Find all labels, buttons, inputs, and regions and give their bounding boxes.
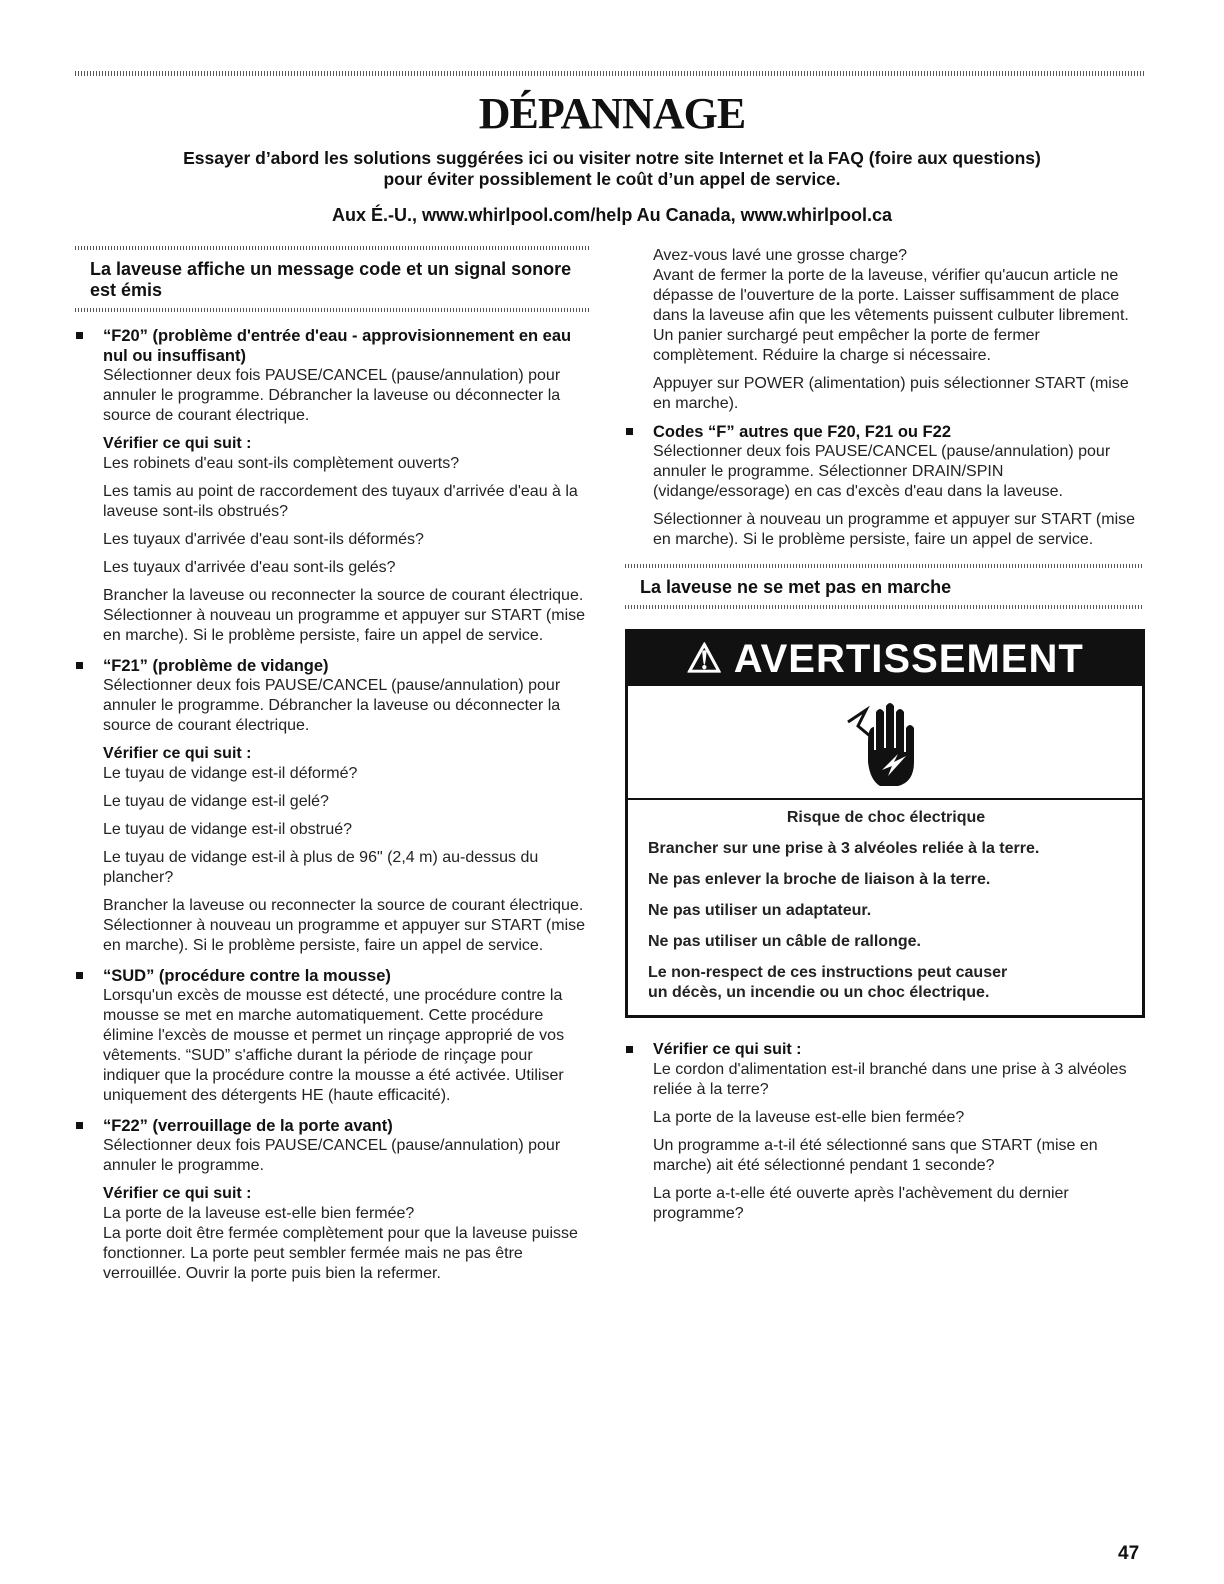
- intro-text: [100, 148, 1124, 190]
- item-title: “F22” (verrouillage de la porte avant): [103, 1117, 393, 1135]
- check-question: Les robinets d'eau sont-ils complètement ouverts?: [103, 455, 460, 472]
- warning-consequence: [648, 963, 1124, 1003]
- overload-block: [625, 246, 1143, 414]
- bullet-icon: [626, 1046, 633, 1053]
- warning-header: [628, 632, 1142, 686]
- check-question: La porte doit être fermée complètement pour que la laveuse puisse fonctionner. La porte peut sembler fermée mais ne pas être verrouillée. Ouvrir la porte puis bien la refermer.: [103, 1225, 578, 1282]
- item-verify: [625, 1040, 1143, 1224]
- item-text: Sélectionner deux fois PAUSE/CANCEL (pause/annulation) pour annuler le programme. Sélectionner DRAIN/SPIN (vidange/essorage) en cas d'excès d'eau dans la laveuse.: [653, 443, 1111, 500]
- item-title: Codes “F” autres que F20, F21 ou F22: [653, 423, 951, 441]
- bullet-icon: [76, 332, 83, 339]
- support-urls: Aux É.-U., www.whirlpool.com/help Au Canada, www.whirlpool.ca: [331, 205, 893, 225]
- right-column: [625, 246, 1143, 1232]
- item-title: “F20” (problème d'entrée d'eau - approvisionnement en eau nul ou insuffisant): [103, 327, 572, 365]
- item-f22: [75, 1116, 590, 1284]
- item-text: Sélectionner deux fois PAUSE/CANCEL (pause/annulation) pour annuler le programme. Débrancher la laveuse ou déconnecter la source de courant électrique.: [103, 367, 561, 424]
- item-title: “F21” (problème de vidange): [103, 657, 329, 675]
- power-text: Appuyer sur POWER (alimentation) puis sélectionner START (mise en marche).: [653, 375, 1129, 412]
- bullet-icon: [76, 1122, 83, 1129]
- section-heading-no-start: La laveuse ne se met pas en marche: [625, 564, 1143, 609]
- check-label: Vérifier ce qui suit :: [103, 435, 252, 452]
- warning-risk: Risque de choc électrique: [786, 809, 986, 826]
- check-label: Vérifier ce qui suit :: [103, 745, 252, 762]
- load-question: Avez-vous lavé une grosse charge?: [653, 247, 908, 264]
- item-text: Sélectionner deux fois PAUSE/CANCEL (pause/annulation) pour annuler le programme.: [103, 1137, 561, 1174]
- intro-line-1: Essayer d’abord les solutions suggérées ici ou visiter notre site Internet et la FAQ (foire aux questions): [183, 148, 1041, 168]
- item-title: “SUD” (procédure contre la mousse): [103, 967, 391, 985]
- page-title: DÉPANNAGE: [478, 89, 746, 138]
- item-text: Lorsqu'un excès de mousse est détecté, une procédure contre la mousse se met en marche automatiquement. Cette procédure élimine l'excès de mousse et permet un rinçage approprié de vos vêtements. “SUD” s'affiche durant la période de rinçage pour indiquer que la procédure contre la mousse a été activée. Utiliser uniquement des détergents HE (haute efficacité).: [103, 987, 565, 1104]
- item-other-codes: [625, 422, 1143, 550]
- bullet-icon: [626, 428, 633, 435]
- warning-line: Brancher sur une prise à 3 alvéoles reliée à la terre.: [648, 840, 1040, 857]
- item-action: Brancher la laveuse ou reconnecter la source de courant électrique. Sélectionner à nouveau un programme et appuyer sur START (mise en marche). Si le problème persiste, faire un appel de service.: [103, 897, 586, 954]
- warning-line: Ne pas utiliser un câble de rallonge.: [648, 933, 921, 950]
- check-question: Les tamis au point de raccordement des tuyaux d'arrivée d'eau à la laveuse sont-ils obstrués?: [103, 483, 578, 520]
- check-question: Les tuyaux d'arrivée d'eau sont-ils gelés?: [103, 559, 396, 576]
- check-question: Le tuyau de vidange est-il obstrué?: [103, 821, 353, 838]
- check-question: La porte a-t-elle été ouverte après l'achèvement du dernier programme?: [653, 1185, 1069, 1222]
- warning-consequence-line-1: Le non-respect de ces instructions peut causer: [648, 964, 1008, 981]
- left-column: [75, 246, 590, 1292]
- warning-line: Ne pas enlever la broche de liaison à la terre.: [648, 871, 991, 888]
- page-number: 47: [1118, 1543, 1140, 1564]
- bullet-icon: [76, 662, 83, 669]
- warning-consequence-line-2: un décès, un incendie ou un choc électrique.: [648, 984, 990, 1001]
- check-question: Les tuyaux d'arrivée d'eau sont-ils déformés?: [103, 531, 424, 548]
- warning-box: [625, 629, 1145, 1018]
- section-heading-error-codes: La laveuse affiche un message code et un signal sonore est émis: [75, 246, 590, 312]
- warning-body: [628, 800, 1142, 1015]
- check-label: Vérifier ce qui suit :: [653, 1041, 802, 1058]
- check-question: Le tuyau de vidange est-il déformé?: [103, 765, 358, 782]
- check-question: Le tuyau de vidange est-il gelé?: [103, 793, 329, 810]
- item-action: Brancher la laveuse ou reconnecter la source de courant électrique. Sélectionner à nouveau un programme et appuyer sur START (mise en marche). Si le problème persiste, faire un appel de service.: [103, 587, 586, 644]
- load-text: Avant de fermer la porte de la laveuse, vérifier qu'aucun article ne dépasse de l'ouverture de la porte. Laisser suffisamment de place dans la laveuse afin que les vêtements puissent culbuter librement. Un panier surchargé peut empêcher la porte de fermer complètement. Réduire la charge si nécessaire.: [653, 267, 1129, 364]
- item-f21: [75, 656, 590, 956]
- item-text: Sélectionner deux fois PAUSE/CANCEL (pause/annulation) pour annuler le programme. Débrancher la laveuse ou déconnecter la source de courant électrique.: [103, 677, 561, 734]
- warning-line: Ne pas utiliser un adaptateur.: [648, 902, 872, 919]
- intro-line-2: pour éviter possiblement le coût d’un appel de service.: [383, 169, 841, 189]
- warning-header-label: AVERTISSEMENT: [733, 637, 1084, 681]
- check-question: La porte de la laveuse est-elle bien fermée?: [103, 1205, 415, 1222]
- check-question: La porte de la laveuse est-elle bien fermée?: [653, 1109, 965, 1126]
- top-rule: [75, 71, 1145, 76]
- check-question: Le cordon d'alimentation est-il branché dans une prise à 3 alvéoles reliée à la terre?: [653, 1061, 1127, 1098]
- check-question: Un programme a-t-il été sélectionné sans que START (mise en marche) ait été sélectionné pendant 1 seconde?: [653, 1137, 1098, 1174]
- item-f20: [75, 326, 590, 646]
- item-sud: [75, 966, 590, 1106]
- check-label: Vérifier ce qui suit :: [103, 1185, 252, 1202]
- electric-shock-icon: [628, 686, 1142, 800]
- item-action: Sélectionner à nouveau un programme et appuyer sur START (mise en marche). Si le problème persiste, faire un appel de service.: [653, 511, 1136, 548]
- check-question: Le tuyau de vidange est-il à plus de 96" (2,4 m) au-dessus du plancher?: [103, 849, 539, 886]
- warning-triangle-icon: ⚠: [686, 637, 724, 681]
- bullet-icon: [76, 972, 83, 979]
